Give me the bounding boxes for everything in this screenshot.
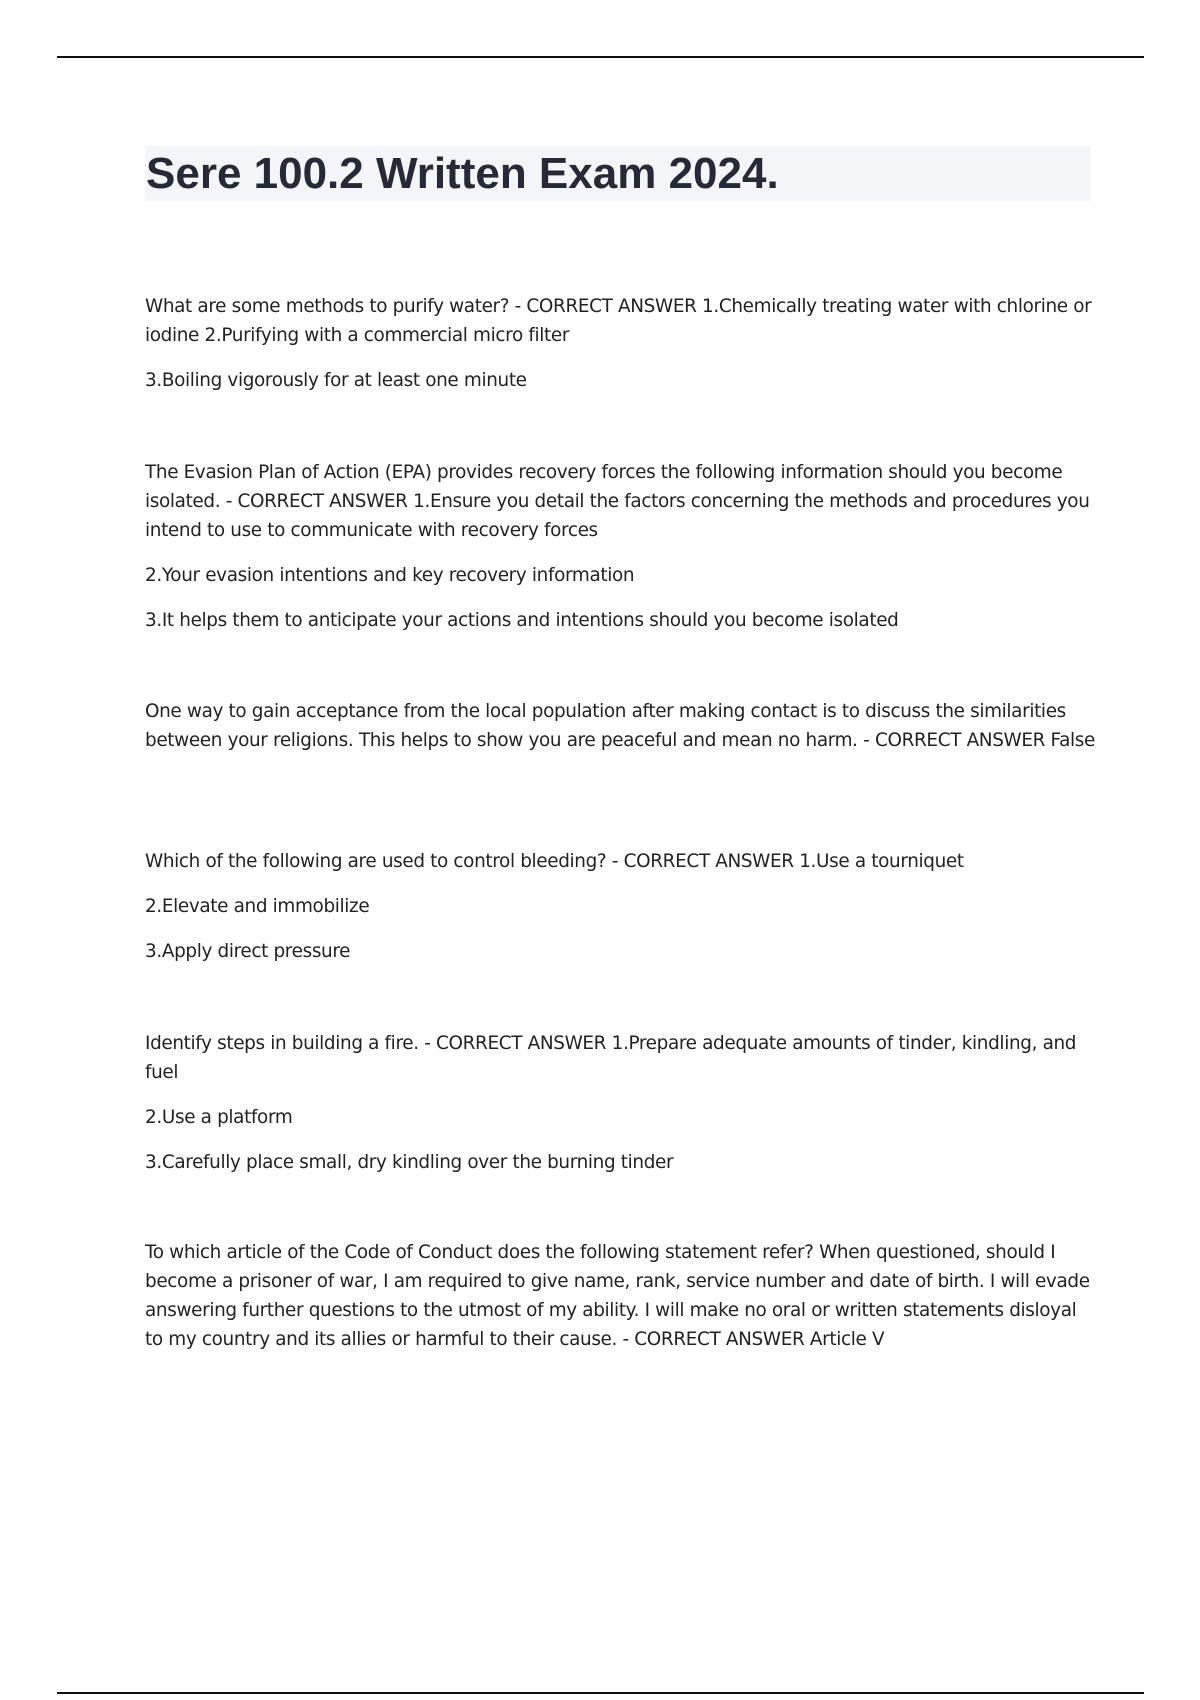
qa-question-line: Identify steps in building a fire. - CORRECT ANSWER 1.Prepare adequate amounts of tinder, kindling, and fuel [145, 1033, 1077, 1083]
qa-entry-purify-water [145, 292, 1095, 395]
bottom-rule [57, 1692, 1144, 1694]
qa-question-line: To which article of the Code of Conduct does the following statement refer? When questioned, should I become a prisoner of war, I am required to give name, rank, service number and date of birth. I will evade answering further questions to the utmost of my ability. I will make no oral or written statements disloyal to my country and its allies or harmful to their cause. - CORRECT ANSWER Article V [145, 1242, 1090, 1350]
qa-answer-line: 2.Use a platform [145, 1107, 293, 1128]
qa-entry-control-bleeding [145, 847, 1095, 966]
qa-question-line: The Evasion Plan of Action (EPA) provides recovery forces the following information should you become isolated. - CORRECT ANSWER 1.Ensure you detail the factors concerning the methods and procedures you intend to use to communicate with recovery forces [145, 462, 1090, 541]
qa-entry-local-population [145, 697, 1095, 755]
qa-entry-building-fire [145, 1029, 1095, 1177]
qa-question-line: One way to gain acceptance from the local population after making contact is to discuss the similarities between your religions. This helps to show you are peaceful and mean no harm. - CORRECT ANSWER False [145, 701, 1095, 751]
qa-answer-line: 2.Your evasion intentions and key recovery information [145, 565, 635, 586]
qa-answer-line: 3.It helps them to anticipate your actions and intentions should you become isolated [145, 610, 899, 631]
qa-answer-line: 3.Apply direct pressure [145, 941, 351, 962]
qa-question-line: What are some methods to purify water? - CORRECT ANSWER 1.Chemically treating water with chlorine or iodine 2.Purifying with a commercial micro filter [145, 296, 1092, 346]
qa-answer-line: 2.Elevate and immobilize [145, 896, 370, 917]
top-rule [57, 56, 1144, 58]
document-title: Sere 100.2 Written Exam 2024. [146, 149, 779, 198]
qa-question-line: Which of the following are used to control bleeding? - CORRECT ANSWER 1.Use a tourniquet [145, 851, 964, 872]
qa-answer-line: 3.Boiling vigorously for at least one minute [145, 370, 527, 391]
qa-answer-line: 3.Carefully place small, dry kindling over the burning tinder [145, 1152, 674, 1173]
qa-entry-code-of-conduct [145, 1238, 1095, 1354]
qa-entry-evasion-plan [145, 458, 1095, 635]
